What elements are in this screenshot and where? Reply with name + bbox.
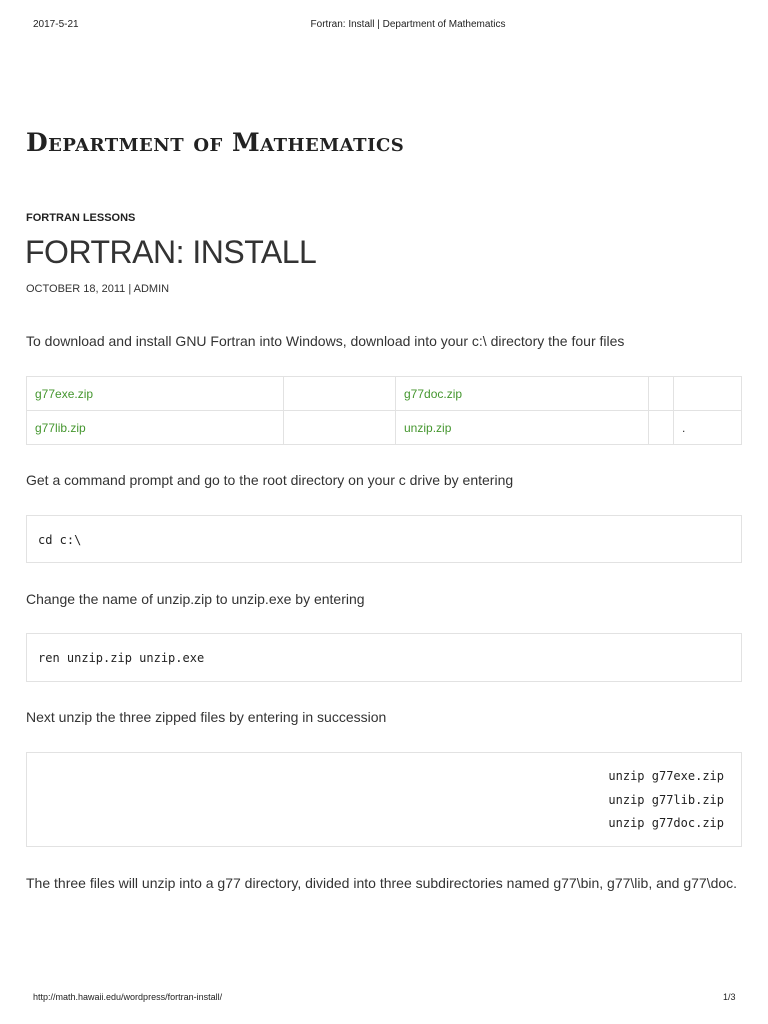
site-title[interactable]: Department of Mathematics [26, 128, 405, 157]
code-line: unzip g77lib.zip [608, 792, 724, 807]
table-cell [284, 411, 396, 445]
post-category[interactable]: FORTRAN LESSONS [26, 212, 136, 224]
code-block-cd: cd c:\ [26, 515, 742, 563]
table-row [27, 377, 742, 411]
meta-separator: | [128, 283, 132, 295]
code-line: unzip g77exe.zip [608, 769, 724, 783]
file-link-g77doc[interactable]: g77doc.zip [404, 386, 463, 401]
table-cell [27, 411, 284, 445]
step2-paragraph: Change the name of unzip.zip to unzip.exe by entering [26, 591, 365, 607]
closing-paragraph: The three files will unzip into a g77 directory, divided into three subdirectories named g77\bin, g77\lib, and g77\doc. [26, 875, 738, 891]
post-title: FORTRAN: INSTALL [25, 234, 317, 270]
table-cell: . [674, 411, 742, 445]
table-cell [649, 377, 674, 411]
print-header-date: 2017-5-21 [33, 19, 79, 30]
table-cell [284, 377, 396, 411]
code-block-unzip [26, 752, 742, 847]
file-link-unzip[interactable]: unzip.zip [404, 420, 452, 435]
file-link-g77exe[interactable]: g77exe.zip [35, 386, 94, 401]
post-date-link[interactable]: OCTOBER 18, 2011 [26, 283, 126, 295]
post-author-link[interactable]: ADMIN [133, 283, 170, 295]
code-line: unzip g77doc.zip [608, 816, 724, 830]
table-cell [674, 377, 742, 411]
file-link-g77lib[interactable]: g77lib.zip [35, 420, 86, 435]
table-row [27, 411, 742, 445]
table-cell [649, 411, 674, 445]
step1-paragraph: Get a command prompt and go to the root directory on your c drive by entering [26, 472, 514, 488]
post-meta [26, 283, 169, 295]
print-header-title: Fortran: Install | Department of Mathematics [310, 19, 506, 30]
code-block-ren: ren unzip.zip unzip.exe [26, 633, 742, 682]
print-footer-page-number: 1/3 [723, 992, 736, 1002]
intro-paragraph: To download and install GNU Fortran into Windows, download into your c:\ directory the four files [26, 333, 625, 349]
print-footer-url: http://math.hawaii.edu/wordpress/fortran-install/ [33, 992, 223, 1002]
step3-paragraph: Next unzip the three zipped files by entering in succession [26, 709, 387, 725]
table-cell [396, 411, 649, 445]
files-table [26, 376, 742, 445]
table-cell [396, 377, 649, 411]
table-cell [27, 377, 284, 411]
